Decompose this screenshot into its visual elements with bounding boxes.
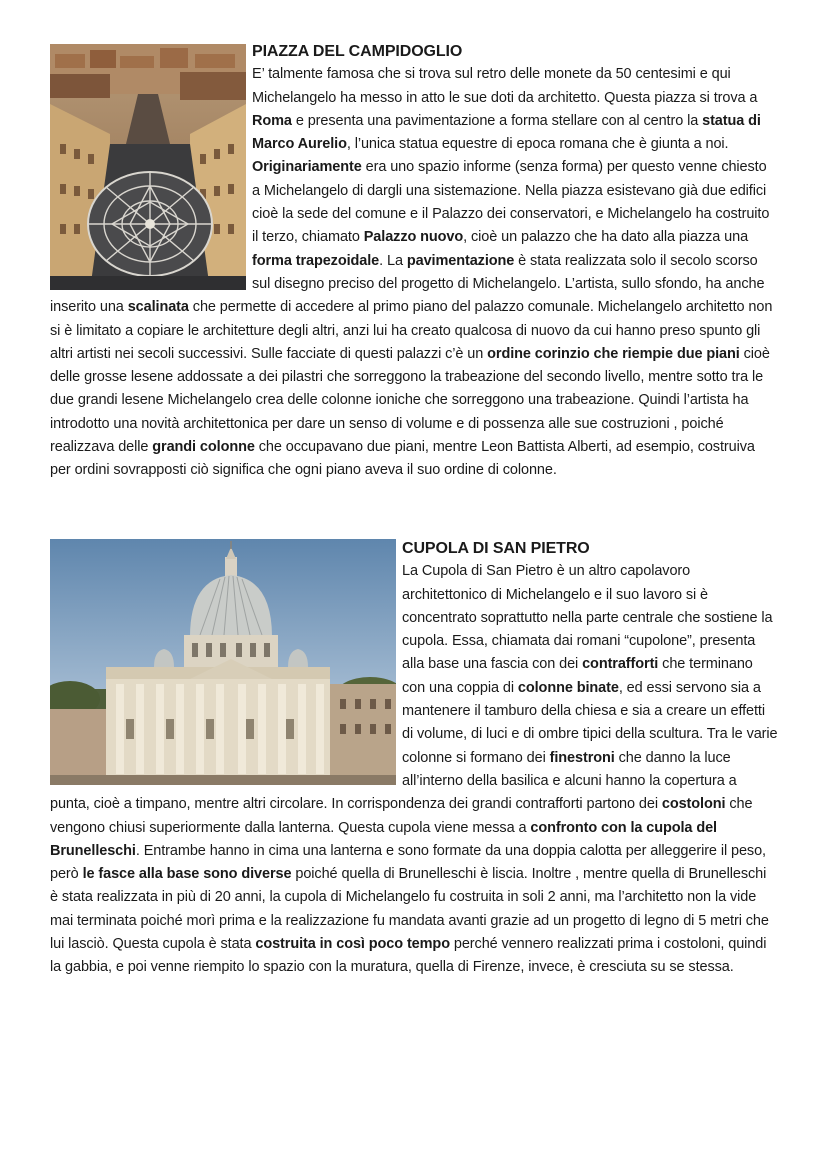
piazza-campidoglio-title: PIAZZA DEL CAMPIDOGLIO — [252, 43, 463, 60]
text-run: , l’unica statua equestre di epoca romana che è giunta a noi. — [346, 136, 729, 153]
text-run: poiché quella di Brunelleschi è liscia. Inoltre , mentre quella di Brunelleschi è stata realizzata in più di 20 anni, la cupola di Michelangelo fu costruita in soli 2 anni, ma l’architetto non la vide mai terminata poiché morì prima e la realizzazione fu mandata avanti grazie ad un progetto di legno di 5 metri che lui lasciò. Questa cupola è stata — [50, 866, 769, 953]
bold-run: pavimentazione — [406, 252, 515, 269]
text-run: che permette di accedere al primo piano del palazzo comunale. Michelangelo architetto non si è limitato a copiare le architetture degli altri, anzi lui ha creato qualcosa di nuovo da cui hanno preso spunto gli altri artisti nei secoli successivi. Sulle facciate di questi palazzi c’è un — [50, 299, 773, 362]
text-run: che occupavano due piani, mentre Leon Battista Alberti, ad esempio, costruiva per ordini sovrapposti ciò significa che ogni piano aveva il suo ordine di colonne. — [50, 439, 755, 479]
text-run: , cioè un palazzo che ha dato alla piazza una — [463, 229, 749, 246]
bold-run: Roma — [252, 112, 292, 129]
bold-run: Originariamente — [252, 159, 362, 176]
text-run: La Cupola di San Pietro è un altro capolavoro architettonico di Michelangelo e il suo lavoro si è concentrato soprattutto nella parte centrale che sostiene la cupola. Essa, chiamata dai romani “cupolone”, presenta alla base una fascia con dei — [402, 563, 773, 673]
bold-run: scalinata — [127, 299, 189, 316]
bold-run: grandi colonne — [152, 439, 255, 456]
text-run: . Entrambe hanno in cima una lanterna e sono formate da una doppia calotta per alleggerire il peso, però — [50, 842, 766, 883]
bold-run: Palazzo nuovo — [363, 229, 464, 246]
bold-run: costoloni — [661, 796, 726, 813]
text-run: cioè delle grosse lesene addossate a dei pilastri che sorreggono la trabeazione del secondo livello, mentre sotto tra le due grandi lesene Michelangelo crea delle colonne ioniche che sorreggono una trabeazione. Quindi l’artista ha introdotto una novità architettonica per dare un senso di volume e di possenza alle sue costruzioni , poiché realizzava delle — [50, 345, 770, 456]
text-run: E’ talmente famosa che si trova sul retro delle monete da 50 centesimi e qui Michelangelo ha messo in atto le sue doti da architetto. Questa piazza si trova a — [252, 66, 758, 106]
bold-run: contrafforti — [582, 656, 659, 673]
text-run: è stata realizzata solo il secolo scorso sul disegno preciso del progetto di Michelangelo. L’artista, sullo sfondo, ha anche inserito una — [50, 252, 765, 316]
section-piazza-campidoglio — [50, 40, 778, 483]
bold-run: colonne binate — [517, 679, 619, 696]
bold-run: forma trapezoidale — [252, 252, 380, 269]
text-run: e presenta una pavimentazione a forma stellare con al centro la — [291, 112, 703, 129]
bold-run: ordine corinzio che riempie due piani — [487, 345, 740, 362]
bold-run: finestroni — [549, 749, 615, 766]
text-run: che vengono chiusi superiormente dalla lanterna. Questa cupola viene messa a — [50, 796, 753, 836]
bold-run: confronto con la cupola del Brunelleschi — [50, 819, 717, 859]
text-run: era uno spazio informe (senza forma) per questo venne chiesto a Michelangelo di dargli una sistemazione. Nella piazza esistevano già due edifici cioè la sede del comune e il Palazzo dei conservatori, e Michelangelo ha costruito il terzo, chiamato — [252, 159, 770, 246]
text-run: perché vennero realizzati prima i costoloni, quindi la gabbia, e poi venne riempito lo spazio con la muratura, quella di Firenze, invece, è cresciuta su se stessa. — [50, 936, 767, 976]
cupola-san-pietro-photo — [50, 539, 396, 785]
text-run: , ed essi servono sia a mantenere il tamburo della chiesa e sia a creare un effetti di volume, di luci e di ombre tipici della scultura. Tra le varie colonne si formano dei — [402, 679, 778, 766]
cupola-san-pietro-title: CUPOLA DI SAN PIETRO — [402, 540, 590, 557]
text-run: che terminano con una coppia di — [402, 656, 753, 696]
text-run: che danno la luce all’interno della basilica e alcuni hanno la copertura a punta, cioè a timpano, mentre altri circolare. In corrispondenza dei grandi contrafforti partono dei — [50, 749, 737, 813]
piazza-campidoglio-photo — [50, 44, 246, 290]
section-cupola-san-pietro — [50, 537, 778, 980]
text-run: . La — [379, 252, 407, 269]
bold-run: le fasce alla base sono diverse — [82, 866, 292, 883]
bold-run: costruita in così poco tempo — [255, 936, 450, 953]
bold-run: statua di Marco Aurelio — [252, 112, 761, 153]
